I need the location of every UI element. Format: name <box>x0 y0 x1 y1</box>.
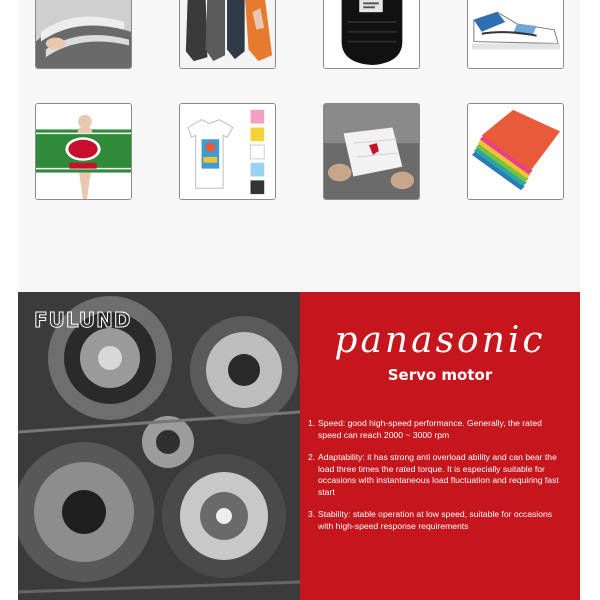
tshirts-image <box>180 104 275 199</box>
feature-number: 1. <box>308 418 316 428</box>
brand-logo: FULUND <box>34 308 132 332</box>
feature-text: Speed: good high-speed performance. Generally, the rated speed can reach 2000 ~ 3000 rpm <box>318 418 542 440</box>
servo-motor-banner <box>18 292 580 600</box>
feature-text: Adaptability: it has strong anti overload ability and can bear the load three times the rated torque. It is especially suitable for occasions with instantaneous load fluctuation and requiring fast start <box>318 452 559 497</box>
product-gallery <box>18 0 580 292</box>
gallery-item-face-mask[interactable] <box>323 103 420 200</box>
gallery-item-notebooks[interactable] <box>467 103 564 200</box>
notebooks-image <box>468 104 563 199</box>
feature-number: 3. <box>308 509 316 519</box>
feature-item <box>308 452 566 498</box>
gallery-item-black-sock[interactable] <box>323 0 420 69</box>
gallery-item-printed-tshirts[interactable] <box>179 103 276 200</box>
insoles-image <box>36 0 131 68</box>
gears-graphic <box>18 292 300 600</box>
feature-item <box>308 418 566 441</box>
gallery-item-chiefs-towel[interactable] <box>35 103 132 200</box>
socks-image <box>180 0 275 68</box>
feature-number: 2. <box>308 452 316 462</box>
sneakers-image <box>468 0 563 68</box>
gallery-item-sneakers[interactable] <box>467 0 564 69</box>
black-sock-image <box>324 0 419 68</box>
servo-motor-subtitle: Servo motor <box>387 366 493 384</box>
mask-image <box>324 104 419 199</box>
feature-list <box>308 418 566 543</box>
gallery-item-shoe-insoles[interactable] <box>35 0 132 69</box>
feature-text: Stability: stable operation at low speed, suitable for occasions with high-speed response requirements <box>318 509 553 531</box>
panasonic-title: panasonic <box>334 320 546 361</box>
product-info-panel <box>300 292 580 600</box>
feature-item <box>308 509 566 532</box>
engine-gears-photo <box>18 292 300 600</box>
towel-image <box>36 104 131 199</box>
gallery-item-sock-samples[interactable] <box>179 0 276 69</box>
